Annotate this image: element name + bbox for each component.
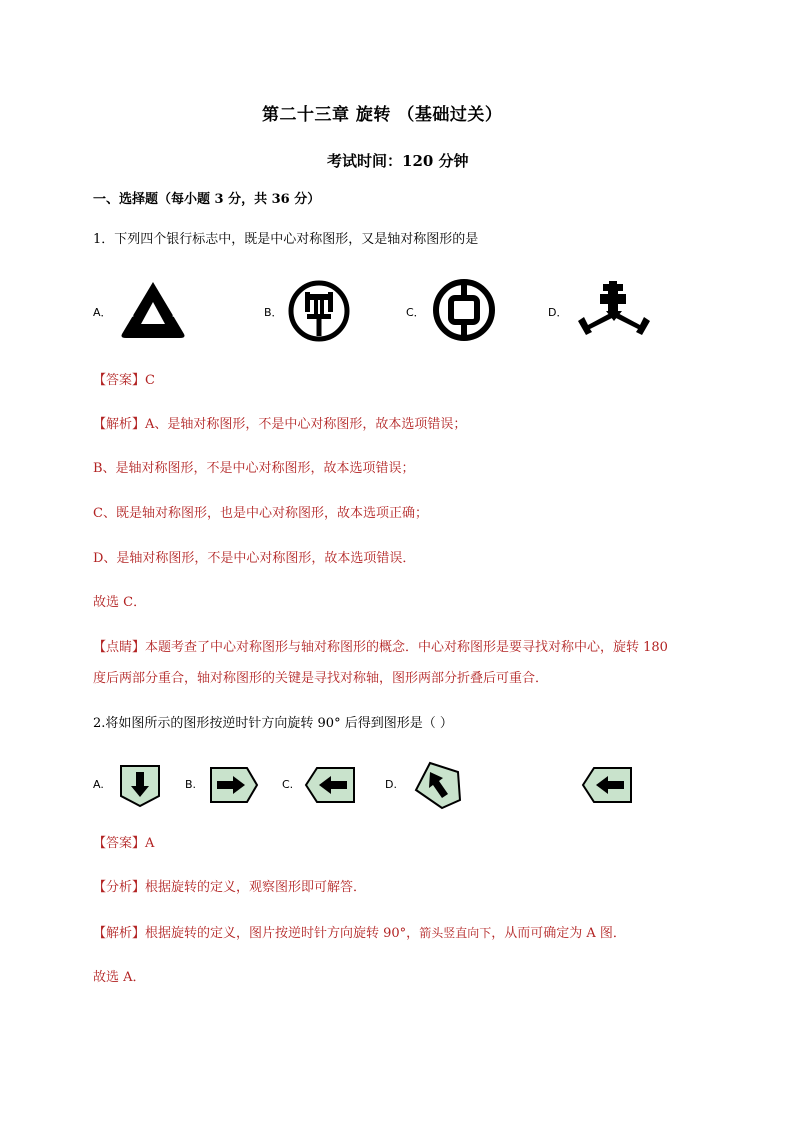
q1-option-b-label: B．	[264, 306, 283, 319]
original-shape-arrow-left-icon	[580, 765, 634, 805]
q2-solution	[93, 925, 626, 942]
shape-b-arrow-right-icon	[207, 765, 259, 805]
q2-option-c-label: C.	[282, 778, 294, 791]
question-2-stem: 2.将如图所示的图形按逆时针方向旋转 90° 后得到图形是（ ）	[93, 716, 453, 731]
q2-answer: 【答案】A	[93, 836, 155, 851]
q1-option-d-label: D．	[548, 306, 568, 319]
q1-comment-line-1: 【点睛】本题考查了中心对称图形与轴对称图形的概念．中心对称图形是要寻找对称中心，旋转 180	[93, 640, 668, 655]
bank-logo-a-icon	[120, 280, 186, 340]
bank-logo-c-icon	[431, 278, 497, 342]
q2-option-d-label: D.	[385, 778, 397, 791]
exam-time: 考试时间：120 分钟	[327, 152, 469, 170]
q1-option-a-label: A．	[93, 306, 112, 319]
q1-option-c-label: C．	[406, 306, 425, 319]
q2-solution-part-1: 【解析】根据旋转的定义，图片按逆时针方向旋转 90°，	[93, 926, 420, 941]
q2-option-b-label: B.	[185, 778, 197, 791]
q2-analysis-intro	[93, 880, 366, 896]
shape-d-arrow-up-left-icon	[408, 760, 464, 810]
page-title: 第二十三章 旋转 （基础过关）	[262, 105, 503, 125]
q2-solution-part-2: 箭头竖直向下	[419, 926, 492, 940]
shape-a-arrow-down-icon	[118, 762, 162, 808]
q2-solution-part-3: ，从而可确定为 A 图．	[491, 926, 626, 941]
bank-logo-b-icon	[287, 280, 351, 342]
bank-logo-d-icon	[578, 281, 650, 339]
q1-answer: 【答案】C	[93, 373, 155, 388]
q1-analysis-line-2: B、是轴对称图形，不是中心对称图形，故本选项错误；	[93, 461, 415, 476]
q1-choose: 故选 C．	[93, 595, 147, 610]
q2-option-a-label: A.	[93, 778, 104, 791]
q1-analysis-line-1: 【解析】A、是轴对称图形，不是中心对称图形，故本选项错误；	[93, 417, 467, 432]
question-1-stem: 1．下列四个银行标志中，既是中心对称图形，又是轴对称图形的是	[93, 232, 479, 247]
section-heading: 一、选择题（每小题 3 分，共 36 分）	[93, 192, 321, 207]
q2-choose: 故选 A．	[93, 970, 146, 985]
q1-analysis-line-4: D、是轴对称图形，不是中心对称图形，故本选项错误．	[93, 551, 416, 566]
q2-analysis-tag: 【分析】根据旋转的定义，观察图形即可解答．	[93, 880, 367, 895]
shape-c-arrow-left-icon	[303, 765, 357, 805]
q1-comment-line-2: 度后两部分重合，轴对称图形的关键是寻找对称轴，图形两部分折叠后可重合．	[93, 671, 549, 686]
q1-analysis-line-3: C、既是轴对称图形，也是中心对称图形，故本选项正确；	[93, 506, 428, 521]
